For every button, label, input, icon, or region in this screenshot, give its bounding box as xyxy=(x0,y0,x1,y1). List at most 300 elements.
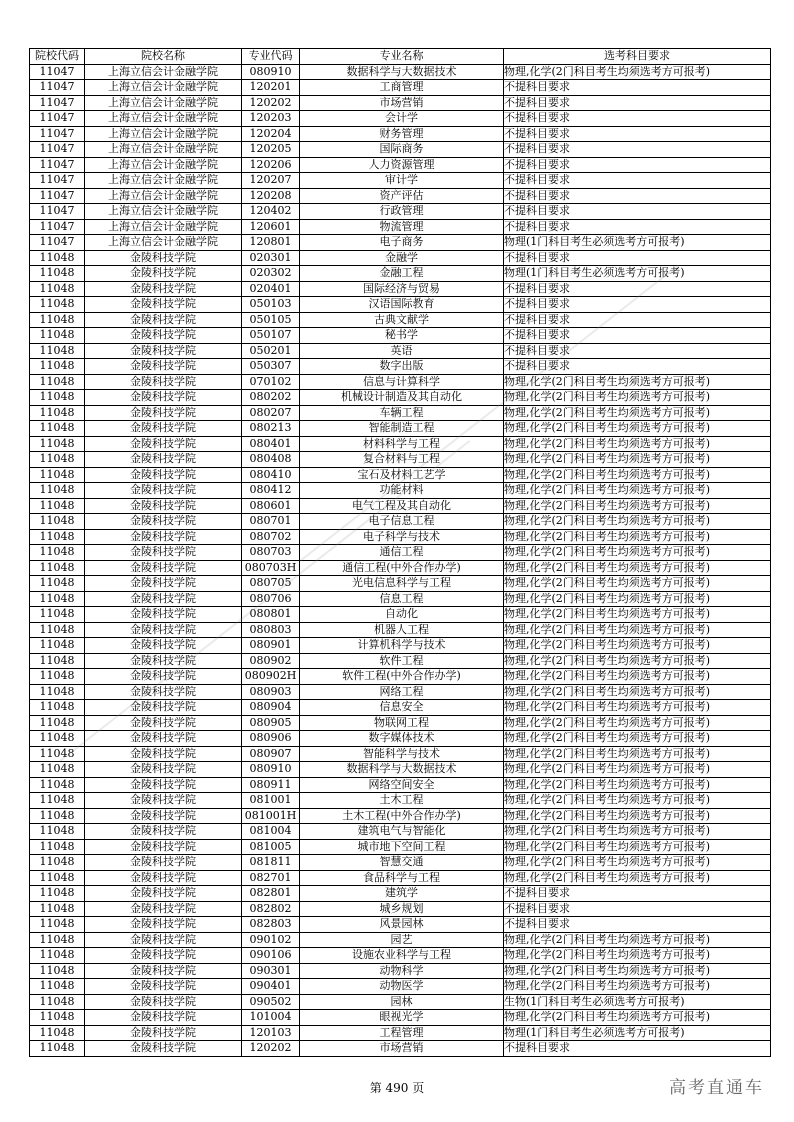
school-code-cell: 11048 xyxy=(30,514,85,530)
subject-requirement-cell: 物理,化学(2门科目考生均须选考方可报考) xyxy=(504,467,771,483)
major-code-cell: 080906 xyxy=(242,731,300,747)
subject-requirement-cell: 物理,化学(2门科目考生均须选考方可报考) xyxy=(504,622,771,638)
school-code-cell: 11048 xyxy=(30,731,85,747)
major-code-cell: 090102 xyxy=(242,932,300,948)
major-name-cell: 复合材料与工程 xyxy=(300,452,504,468)
table-row xyxy=(30,886,771,902)
school-code-cell: 11048 xyxy=(30,529,85,545)
school-name-cell: 金陵科技学院 xyxy=(85,343,242,359)
major-name-cell: 信息与计算科学 xyxy=(300,374,504,390)
subject-requirement-cell: 物理,化学(2门科目考生均须选考方可报考) xyxy=(504,1010,771,1026)
school-name-cell: 金陵科技学院 xyxy=(85,994,242,1010)
school-code-cell: 11048 xyxy=(30,266,85,282)
table-row xyxy=(30,731,771,747)
school-name-cell: 金陵科技学院 xyxy=(85,700,242,716)
subject-requirement-cell: 物理,化学(2门科目考生均须选考方可报考) xyxy=(504,700,771,716)
major-code-cell: 082801 xyxy=(242,886,300,902)
table-row xyxy=(30,142,771,158)
school-name-cell: 金陵科技学院 xyxy=(85,1041,242,1057)
subject-requirement-cell: 物理,化学(2门科目考生均须选考方可报考) xyxy=(504,514,771,530)
major-code-cell: 082803 xyxy=(242,917,300,933)
school-name-cell: 上海立信会计金融学院 xyxy=(85,142,242,158)
school-name-cell: 金陵科技学院 xyxy=(85,855,242,871)
major-name-cell: 计算机科学与技术 xyxy=(300,638,504,654)
school-code-cell: 11048 xyxy=(30,700,85,716)
major-code-cell: 080213 xyxy=(242,421,300,437)
major-name-cell: 电子科学与技术 xyxy=(300,529,504,545)
subject-requirement-cell: 物理,化学(2门科目考生均须选考方可报考) xyxy=(504,684,771,700)
school-code-cell: 11048 xyxy=(30,452,85,468)
school-name-cell: 金陵科技学院 xyxy=(85,576,242,592)
school-code-cell: 11047 xyxy=(30,80,85,96)
major-name-cell: 园艺 xyxy=(300,932,504,948)
school-name-cell: 金陵科技学院 xyxy=(85,653,242,669)
table-row xyxy=(30,1041,771,1057)
major-code-cell: 080801 xyxy=(242,607,300,623)
table-row xyxy=(30,188,771,204)
major-code-cell: 080412 xyxy=(242,483,300,499)
subject-requirement-cell: 物理,化学(2门科目考生均须选考方可报考) xyxy=(504,436,771,452)
table-row xyxy=(30,436,771,452)
major-code-cell: 050307 xyxy=(242,359,300,375)
major-code-cell: 050107 xyxy=(242,328,300,344)
table-row xyxy=(30,173,771,189)
major-code-cell: 120801 xyxy=(242,235,300,251)
subject-requirement-cell: 物理(1门科目考生必须选考方可报考) xyxy=(504,235,771,251)
major-code-cell: 082802 xyxy=(242,901,300,917)
major-name-cell: 土木工程(中外合作办学) xyxy=(300,808,504,824)
table-row xyxy=(30,607,771,623)
school-code-cell: 11047 xyxy=(30,142,85,158)
major-code-cell: 081005 xyxy=(242,839,300,855)
table-row xyxy=(30,824,771,840)
header-major-code: 专业代码 xyxy=(242,49,300,65)
major-code-cell: 020301 xyxy=(242,250,300,266)
major-name-cell: 金融工程 xyxy=(300,266,504,282)
table-row xyxy=(30,1025,771,1041)
table-row xyxy=(30,343,771,359)
school-name-cell: 上海立信会计金融学院 xyxy=(85,126,242,142)
major-name-cell: 会计学 xyxy=(300,111,504,127)
table-row xyxy=(30,917,771,933)
table-row xyxy=(30,979,771,995)
school-name-cell: 金陵科技学院 xyxy=(85,839,242,855)
table-row xyxy=(30,421,771,437)
school-name-cell: 金陵科技学院 xyxy=(85,808,242,824)
table-row xyxy=(30,111,771,127)
table-row xyxy=(30,855,771,871)
school-code-cell: 11048 xyxy=(30,963,85,979)
major-name-cell: 软件工程(中外合作办学) xyxy=(300,669,504,685)
major-name-cell: 功能材料 xyxy=(300,483,504,499)
subject-requirement-cell: 物理,化学(2门科目考生均须选考方可报考) xyxy=(504,452,771,468)
page-number: 第 490 页 xyxy=(369,1081,425,1095)
school-name-cell: 金陵科技学院 xyxy=(85,312,242,328)
table-row xyxy=(30,204,771,220)
school-code-cell: 11048 xyxy=(30,343,85,359)
subject-requirement-cell: 物理,化学(2门科目考生均须选考方可报考) xyxy=(504,560,771,576)
school-code-cell: 11047 xyxy=(30,219,85,235)
school-code-cell: 11048 xyxy=(30,483,85,499)
school-code-cell: 11048 xyxy=(30,421,85,437)
table-row xyxy=(30,560,771,576)
table-row xyxy=(30,839,771,855)
school-code-cell: 11048 xyxy=(30,824,85,840)
major-name-cell: 信息工程 xyxy=(300,591,504,607)
school-code-cell: 11048 xyxy=(30,1010,85,1026)
subject-requirement-cell: 物理,化学(2门科目考生均须选考方可报考) xyxy=(504,932,771,948)
school-name-cell: 金陵科技学院 xyxy=(85,297,242,313)
table-row xyxy=(30,374,771,390)
major-code-cell: 080703 xyxy=(242,545,300,561)
table-row xyxy=(30,514,771,530)
table-row xyxy=(30,312,771,328)
school-name-cell: 金陵科技学院 xyxy=(85,452,242,468)
school-name-cell: 金陵科技学院 xyxy=(85,684,242,700)
school-name-cell: 金陵科技学院 xyxy=(85,560,242,576)
table-row xyxy=(30,297,771,313)
table-row xyxy=(30,498,771,514)
subject-requirement-cell: 不提科目要求 xyxy=(504,312,771,328)
school-name-cell: 金陵科技学院 xyxy=(85,266,242,282)
school-code-cell: 11048 xyxy=(30,297,85,313)
subject-requirement-cell: 物理,化学(2门科目考生均须选考方可报考) xyxy=(504,421,771,437)
major-code-cell: 090502 xyxy=(242,994,300,1010)
brand-watermark: 高考直通车 xyxy=(669,1078,764,1098)
school-name-cell: 金陵科技学院 xyxy=(85,421,242,437)
major-code-cell: 120203 xyxy=(242,111,300,127)
major-name-cell: 信息安全 xyxy=(300,700,504,716)
major-name-cell: 数字出版 xyxy=(300,359,504,375)
school-name-cell: 金陵科技学院 xyxy=(85,715,242,731)
school-name-cell: 金陵科技学院 xyxy=(85,514,242,530)
school-code-cell: 11048 xyxy=(30,436,85,452)
major-code-cell: 050105 xyxy=(242,312,300,328)
school-code-cell: 11048 xyxy=(30,576,85,592)
table-row xyxy=(30,669,771,685)
school-name-cell: 金陵科技学院 xyxy=(85,498,242,514)
major-name-cell: 智慧交通 xyxy=(300,855,504,871)
major-name-cell: 动物医学 xyxy=(300,979,504,995)
school-code-cell: 11048 xyxy=(30,870,85,886)
admission-subject-table xyxy=(29,48,771,1057)
subject-requirement-cell: 物理,化学(2门科目考生均须选考方可报考) xyxy=(504,669,771,685)
table-row xyxy=(30,80,771,96)
major-code-cell: 090401 xyxy=(242,979,300,995)
major-name-cell: 材料科学与工程 xyxy=(300,436,504,452)
school-code-cell: 11048 xyxy=(30,312,85,328)
major-name-cell: 智能制造工程 xyxy=(300,421,504,437)
major-name-cell: 建筑电气与智能化 xyxy=(300,824,504,840)
school-name-cell: 金陵科技学院 xyxy=(85,746,242,762)
major-code-cell: 081811 xyxy=(242,855,300,871)
table-row xyxy=(30,250,771,266)
table-row xyxy=(30,235,771,251)
header-school-code: 院校代码 xyxy=(30,49,85,65)
major-code-cell: 080202 xyxy=(242,390,300,406)
header-school-name: 院校名称 xyxy=(85,49,242,65)
subject-requirement-cell: 物理,化学(2门科目考生均须选考方可报考) xyxy=(504,746,771,762)
table-row xyxy=(30,64,771,80)
school-name-cell: 金陵科技学院 xyxy=(85,359,242,375)
subject-requirement-cell: 物理,化学(2门科目考生均须选考方可报考) xyxy=(504,390,771,406)
table-row xyxy=(30,808,771,824)
major-name-cell: 审计学 xyxy=(300,173,504,189)
school-code-cell: 11047 xyxy=(30,188,85,204)
subject-requirement-cell: 生物(1门科目考生必须选考方可报考) xyxy=(504,994,771,1010)
major-code-cell: 080207 xyxy=(242,405,300,421)
major-code-cell: 050201 xyxy=(242,343,300,359)
school-code-cell: 11048 xyxy=(30,808,85,824)
table-row xyxy=(30,591,771,607)
subject-requirement-cell: 不提科目要求 xyxy=(504,1041,771,1057)
major-name-cell: 城乡规划 xyxy=(300,901,504,917)
school-code-cell: 11048 xyxy=(30,684,85,700)
major-name-cell: 国际商务 xyxy=(300,142,504,158)
table-header-row xyxy=(30,49,771,65)
table-row xyxy=(30,405,771,421)
school-code-cell: 11048 xyxy=(30,669,85,685)
subject-requirement-cell: 物理,化学(2门科目考生均须选考方可报考) xyxy=(504,638,771,654)
major-name-cell: 宝石及材料工艺学 xyxy=(300,467,504,483)
subject-requirement-cell: 物理(1门科目考生必须选考方可报考) xyxy=(504,266,771,282)
major-code-cell: 120208 xyxy=(242,188,300,204)
table-row xyxy=(30,1010,771,1026)
major-name-cell: 机械设计制造及其自动化 xyxy=(300,390,504,406)
table-row xyxy=(30,328,771,344)
major-name-cell: 土木工程 xyxy=(300,793,504,809)
school-name-cell: 金陵科技学院 xyxy=(85,545,242,561)
major-code-cell: 120103 xyxy=(242,1025,300,1041)
school-code-cell: 11047 xyxy=(30,204,85,220)
major-name-cell: 数据科学与大数据技术 xyxy=(300,64,504,80)
major-name-cell: 数据科学与大数据技术 xyxy=(300,762,504,778)
table-row xyxy=(30,870,771,886)
school-code-cell: 11048 xyxy=(30,622,85,638)
subject-requirement-cell: 不提科目要求 xyxy=(504,281,771,297)
school-code-cell: 11048 xyxy=(30,793,85,809)
school-name-cell: 金陵科技学院 xyxy=(85,591,242,607)
table-row xyxy=(30,777,771,793)
subject-requirement-cell: 物理,化学(2门科目考生均须选考方可报考) xyxy=(504,824,771,840)
table-row xyxy=(30,746,771,762)
major-name-cell: 网络空间安全 xyxy=(300,777,504,793)
major-code-cell: 080905 xyxy=(242,715,300,731)
subject-requirement-cell: 物理,化学(2门科目考生均须选考方可报考) xyxy=(504,374,771,390)
major-code-cell: 120206 xyxy=(242,157,300,173)
subject-requirement-cell: 物理,化学(2门科目考生均须选考方可报考) xyxy=(504,762,771,778)
table-row xyxy=(30,622,771,638)
school-code-cell: 11048 xyxy=(30,1025,85,1041)
school-code-cell: 11047 xyxy=(30,64,85,80)
school-code-cell: 11048 xyxy=(30,591,85,607)
major-code-cell: 120402 xyxy=(242,204,300,220)
school-code-cell: 11047 xyxy=(30,235,85,251)
major-name-cell: 工程管理 xyxy=(300,1025,504,1041)
school-code-cell: 11048 xyxy=(30,498,85,514)
major-code-cell: 080907 xyxy=(242,746,300,762)
school-name-cell: 金陵科技学院 xyxy=(85,963,242,979)
major-code-cell: 080902H xyxy=(242,669,300,685)
table-row xyxy=(30,452,771,468)
major-name-cell: 建筑学 xyxy=(300,886,504,902)
major-code-cell: 090301 xyxy=(242,963,300,979)
school-code-cell: 11047 xyxy=(30,126,85,142)
school-name-cell: 金陵科技学院 xyxy=(85,901,242,917)
major-name-cell: 机器人工程 xyxy=(300,622,504,638)
major-name-cell: 智能科学与技术 xyxy=(300,746,504,762)
school-code-cell: 11047 xyxy=(30,157,85,173)
school-code-cell: 11047 xyxy=(30,111,85,127)
table-row xyxy=(30,126,771,142)
major-code-cell: 120202 xyxy=(242,95,300,111)
school-code-cell: 11048 xyxy=(30,839,85,855)
school-name-cell: 金陵科技学院 xyxy=(85,824,242,840)
table-row xyxy=(30,219,771,235)
major-code-cell: 120202 xyxy=(242,1041,300,1057)
major-code-cell: 120205 xyxy=(242,142,300,158)
major-code-cell: 120204 xyxy=(242,126,300,142)
major-name-cell: 物流管理 xyxy=(300,219,504,235)
school-code-cell: 11048 xyxy=(30,281,85,297)
major-name-cell: 食品科学与工程 xyxy=(300,870,504,886)
school-name-cell: 金陵科技学院 xyxy=(85,483,242,499)
subject-requirement-cell: 不提科目要求 xyxy=(504,219,771,235)
school-code-cell: 11048 xyxy=(30,560,85,576)
major-name-cell: 设施农业科学与工程 xyxy=(300,948,504,964)
school-name-cell: 金陵科技学院 xyxy=(85,281,242,297)
major-code-cell: 080910 xyxy=(242,762,300,778)
school-name-cell: 上海立信会计金融学院 xyxy=(85,111,242,127)
school-name-cell: 金陵科技学院 xyxy=(85,669,242,685)
school-name-cell: 上海立信会计金融学院 xyxy=(85,235,242,251)
major-code-cell: 101004 xyxy=(242,1010,300,1026)
major-name-cell: 网络工程 xyxy=(300,684,504,700)
school-name-cell: 金陵科技学院 xyxy=(85,529,242,545)
school-name-cell: 金陵科技学院 xyxy=(85,948,242,964)
major-name-cell: 园林 xyxy=(300,994,504,1010)
major-code-cell: 120601 xyxy=(242,219,300,235)
major-code-cell: 080401 xyxy=(242,436,300,452)
school-code-cell: 11048 xyxy=(30,886,85,902)
major-name-cell: 动物科学 xyxy=(300,963,504,979)
table-row xyxy=(30,932,771,948)
subject-requirement-cell: 不提科目要求 xyxy=(504,111,771,127)
school-code-cell: 11048 xyxy=(30,328,85,344)
major-name-cell: 电子信息工程 xyxy=(300,514,504,530)
school-code-cell: 11048 xyxy=(30,948,85,964)
major-code-cell: 080901 xyxy=(242,638,300,654)
major-code-cell: 081001 xyxy=(242,793,300,809)
school-name-cell: 金陵科技学院 xyxy=(85,467,242,483)
school-name-cell: 上海立信会计金融学院 xyxy=(85,95,242,111)
major-code-cell: 120207 xyxy=(242,173,300,189)
major-code-cell: 080410 xyxy=(242,467,300,483)
school-code-cell: 11048 xyxy=(30,390,85,406)
major-code-cell: 080703H xyxy=(242,560,300,576)
table-row xyxy=(30,762,771,778)
school-code-cell: 11048 xyxy=(30,901,85,917)
major-name-cell: 财务管理 xyxy=(300,126,504,142)
major-code-cell: 120201 xyxy=(242,80,300,96)
major-name-cell: 风景园林 xyxy=(300,917,504,933)
school-code-cell: 11048 xyxy=(30,467,85,483)
table-body xyxy=(30,64,771,1056)
subject-requirement-cell: 不提科目要求 xyxy=(504,297,771,313)
subject-requirement-cell: 物理,化学(2门科目考生均须选考方可报考) xyxy=(504,948,771,964)
major-name-cell: 数字媒体技术 xyxy=(300,731,504,747)
school-code-cell: 11047 xyxy=(30,173,85,189)
table-row xyxy=(30,157,771,173)
major-code-cell: 080705 xyxy=(242,576,300,592)
subject-requirement-cell: 物理,化学(2门科目考生均须选考方可报考) xyxy=(504,483,771,499)
table-row xyxy=(30,700,771,716)
school-code-cell: 11048 xyxy=(30,653,85,669)
major-code-cell: 080910 xyxy=(242,64,300,80)
major-code-cell: 081004 xyxy=(242,824,300,840)
header-subject-requirement: 选考科目要求 xyxy=(504,49,771,65)
major-name-cell: 工商管理 xyxy=(300,80,504,96)
subject-requirement-cell: 物理,化学(2门科目考生均须选考方可报考) xyxy=(504,653,771,669)
school-name-cell: 金陵科技学院 xyxy=(85,762,242,778)
header-major-name: 专业名称 xyxy=(300,49,504,65)
major-name-cell: 软件工程 xyxy=(300,653,504,669)
major-code-cell: 080702 xyxy=(242,529,300,545)
subject-requirement-cell: 不提科目要求 xyxy=(504,126,771,142)
major-name-cell: 电子商务 xyxy=(300,235,504,251)
major-name-cell: 汉语国际教育 xyxy=(300,297,504,313)
subject-requirement-cell: 不提科目要求 xyxy=(504,142,771,158)
school-code-cell: 11048 xyxy=(30,607,85,623)
subject-requirement-cell: 物理,化学(2门科目考生均须选考方可报考) xyxy=(504,576,771,592)
school-code-cell: 11048 xyxy=(30,979,85,995)
subject-requirement-cell: 不提科目要求 xyxy=(504,80,771,96)
table-row xyxy=(30,529,771,545)
school-code-cell: 11048 xyxy=(30,777,85,793)
school-name-cell: 金陵科技学院 xyxy=(85,622,242,638)
major-name-cell: 物联网工程 xyxy=(300,715,504,731)
major-code-cell: 080911 xyxy=(242,777,300,793)
major-code-cell: 080903 xyxy=(242,684,300,700)
table-row xyxy=(30,483,771,499)
subject-requirement-cell: 物理,化学(2门科目考生均须选考方可报考) xyxy=(504,855,771,871)
major-name-cell: 英语 xyxy=(300,343,504,359)
school-code-cell: 11048 xyxy=(30,359,85,375)
school-name-cell: 上海立信会计金融学院 xyxy=(85,188,242,204)
table-row xyxy=(30,467,771,483)
subject-requirement-cell: 物理(1门科目考生必须选考方可报考) xyxy=(504,1025,771,1041)
major-name-cell: 眼视光学 xyxy=(300,1010,504,1026)
major-code-cell: 082701 xyxy=(242,870,300,886)
subject-requirement-cell: 物理,化学(2门科目考生均须选考方可报考) xyxy=(504,545,771,561)
school-code-cell: 11048 xyxy=(30,932,85,948)
table-row xyxy=(30,948,771,964)
table-row xyxy=(30,576,771,592)
major-name-cell: 人力资源管理 xyxy=(300,157,504,173)
major-name-cell: 光电信息科学与工程 xyxy=(300,576,504,592)
school-code-cell: 11048 xyxy=(30,1041,85,1057)
school-name-cell: 金陵科技学院 xyxy=(85,979,242,995)
table-row xyxy=(30,266,771,282)
major-code-cell: 080408 xyxy=(242,452,300,468)
table-row xyxy=(30,653,771,669)
major-code-cell: 080701 xyxy=(242,514,300,530)
major-name-cell: 通信工程(中外合作办学) xyxy=(300,560,504,576)
school-code-cell: 11048 xyxy=(30,405,85,421)
school-name-cell: 上海立信会计金融学院 xyxy=(85,173,242,189)
major-name-cell: 城市地下空间工程 xyxy=(300,839,504,855)
school-name-cell: 金陵科技学院 xyxy=(85,793,242,809)
